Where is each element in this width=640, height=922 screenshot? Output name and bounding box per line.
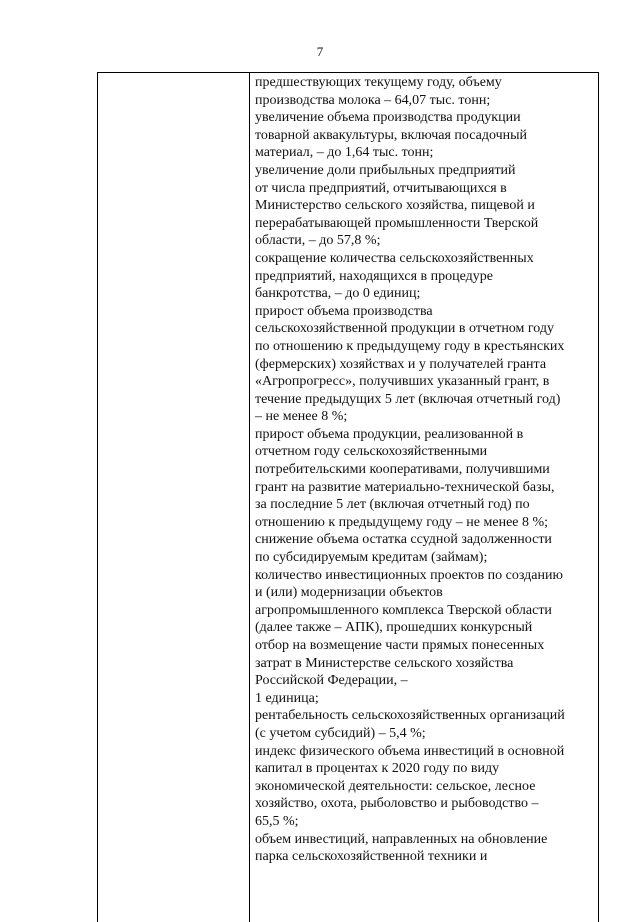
text-line: увеличение объема производства продукции: [255, 110, 521, 126]
text-line: товарной аквакультуры, включая посадочный: [255, 127, 528, 143]
text-line: сокращение количества сельскохозяйственных: [255, 250, 534, 266]
table-content-cell: [255, 74, 595, 866]
text-line: материал, – до 1,64 тыс. тонн;: [255, 145, 434, 161]
text-line: агропромышленного комплекса Тверской области: [255, 602, 552, 618]
text-line: грант на развитие материально-технической базы,: [255, 479, 555, 495]
text-line: – не менее 8 %;: [255, 409, 348, 425]
text-line: увеличение доли прибыльных предприятий: [255, 162, 516, 178]
text-line: (фермерских) хозяйствах и у получателей гранта: [255, 356, 547, 372]
text-line: парка сельскохозяйственной техники и: [255, 849, 488, 865]
text-line: прирост объема продукции, реализованной в: [255, 426, 524, 442]
text-line: индекс физического объема инвестиций в основной: [255, 743, 565, 759]
text-line: рентабельность сельскохозяйственных организаций: [255, 708, 565, 724]
text-line: прирост объема производства: [255, 303, 433, 319]
text-line: области, – до 57,8 %;: [255, 233, 381, 249]
column-divider: [249, 73, 250, 922]
text-line: затрат в Министерстве сельского хозяйства: [255, 655, 514, 671]
text-line: снижение объема остатка ссудной задолженности: [255, 532, 552, 548]
text-line: перерабатывающей промышленности Тверской: [255, 215, 539, 231]
text-line: 65,5 %;: [255, 813, 299, 829]
text-line: 1 единица;: [255, 690, 319, 706]
text-line: от числа предприятий, отчитывающихся в: [255, 180, 507, 196]
text-line: капитал в процентах к 2020 году по виду: [255, 761, 500, 777]
text-line: Министерство сельского хозяйства, пищевой и: [255, 198, 535, 214]
text-line: экономической деятельности: сельское, лесное: [255, 778, 536, 794]
text-line: предприятий, находящихся в процедуре: [255, 268, 493, 284]
text-line: количество инвестиционных проектов по созданию: [255, 567, 563, 583]
text-line: и (или) модернизации объектов: [255, 585, 443, 601]
text-line: отчетном году сельскохозяйственными: [255, 444, 488, 460]
text-line: (с учетом субсидий) – 5,4 %;: [255, 725, 426, 741]
text-line: по отношению к предыдущему году в крестьянских: [255, 338, 565, 354]
text-line: отбор на возмещение части прямых понесенных: [255, 638, 545, 653]
text-line: хозяйство, охота, рыболовство и рыбоводство –: [255, 796, 539, 812]
text-line: объем инвестиций, направленных на обновление: [255, 831, 548, 847]
text-line: потребительскими кооперативами, получившими: [255, 462, 550, 478]
page-number: 7: [316, 44, 324, 59]
text-line: по субсидируемым кредитам (займам);: [255, 550, 488, 566]
text-line: за последние 5 лет (включая отчетный год) по: [255, 497, 530, 513]
text-line: «Агропрогресс», получивших указанный грант, в: [255, 374, 550, 390]
text-line: банкротства, – до 0 единиц;: [255, 286, 421, 302]
text-line: сельскохозяйственной продукции в отчетном году: [255, 321, 555, 337]
text-line: течение предыдущих 5 лет (включая отчетный год): [255, 391, 561, 407]
document-table: [97, 72, 599, 922]
text-line: отношению к предыдущему году – не менее 8 %;: [255, 514, 549, 530]
text-line: Российской Федерации, –: [255, 673, 408, 689]
text-line: (далее также – АПК), прошедших конкурсный: [255, 620, 533, 636]
text-line: производства молока – 64,07 тыс. тонн;: [255, 92, 491, 108]
text-line: предшествующих текущему году, объему: [255, 75, 502, 90]
